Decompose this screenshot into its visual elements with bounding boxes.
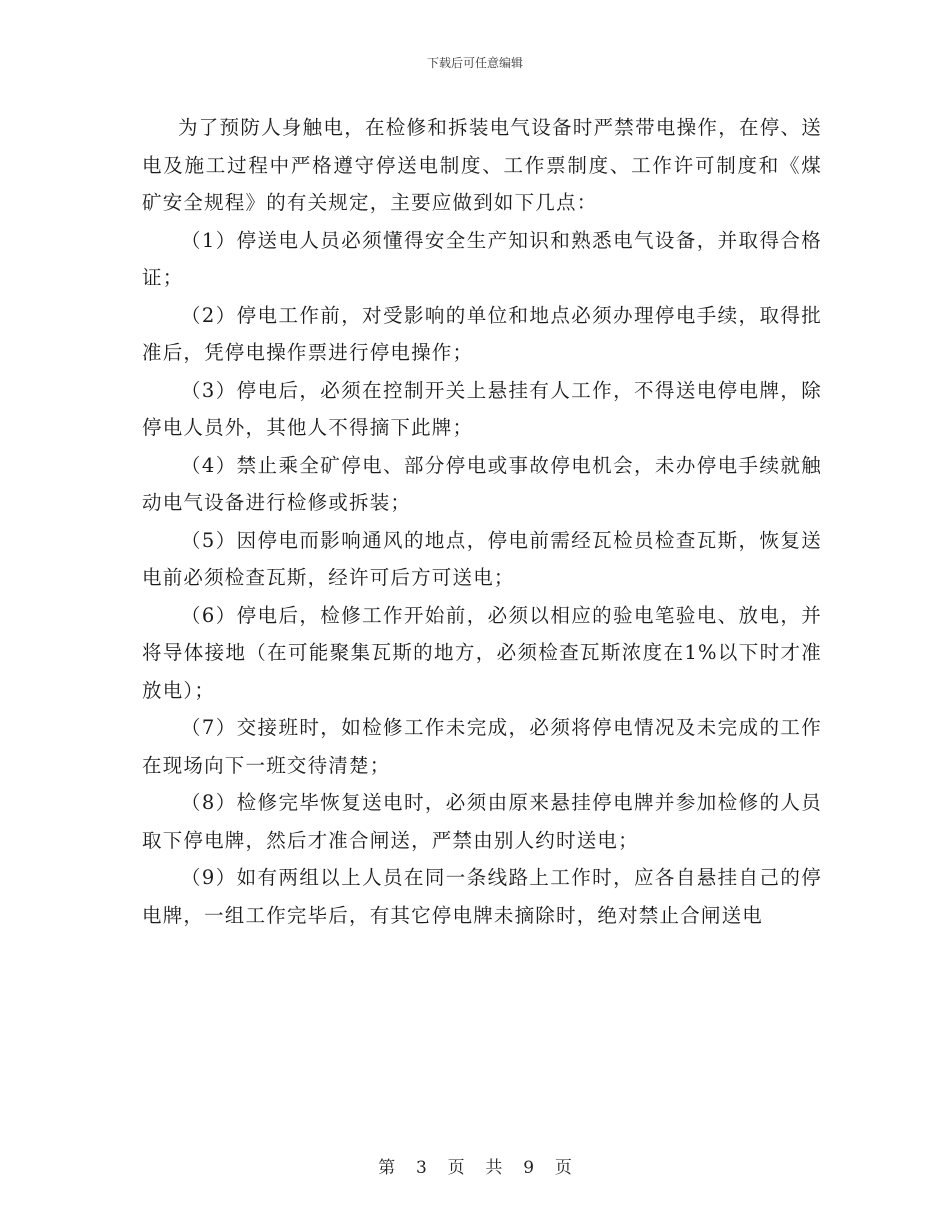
header-text: 下载后可任意编辑	[426, 56, 523, 70]
list-item: （1）停送电人员必须懂得安全生产知识和熟悉电气设备，并取得合格证；	[142, 228, 822, 289]
footer-page-word: 页	[447, 1158, 465, 1178]
intro-paragraph: 为了预防人身触电，在检修和拆装电气设备时严禁带电操作，在停、送电及施工过程中严格遵守停送电制度、工作票制度、工作许可制度和《煤矿安全规程》的有关规定，主要应做到如下几点：	[142, 116, 822, 214]
list-item: （9）如有两组以上人员在同一条线路上工作时，应各自悬挂自己的停电牌，一组工作完毕后，有其它停电牌未摘除时，绝对禁止合闸送电	[142, 866, 822, 927]
list-item: （6）停电后，检修工作开始前，必须以相应的验电笔验电、放电，并将导体接地（在可能聚集瓦斯的地方，必须检查瓦斯浓度在1%以下时才准放电）；	[142, 603, 822, 702]
footer-suffix: 页	[554, 1158, 572, 1178]
footer-total-pages: 9	[523, 1158, 535, 1178]
footer-total-word: 共	[485, 1158, 503, 1178]
list-item: （7）交接班时，如检修工作未完成，必须将停电情况及未完成的工作在现场向下一班交待清楚；	[142, 716, 822, 777]
document-body	[142, 109, 822, 934]
footer-prefix: 第	[378, 1158, 396, 1178]
list-item: （3）停电后，必须在控制开关上悬挂有人工作，不得送电停电牌，除停电人员外，其他人不得摘下此牌；	[142, 378, 822, 439]
page-footer	[0, 1153, 950, 1178]
footer-current-page: 3	[415, 1158, 427, 1178]
list-item: （4）禁止乘全矿停电、部分停电或事故停电机会，未办停电手续就触动电气设备进行检修或拆装；	[142, 453, 822, 514]
list-item: （8）检修完毕恢复送电时，必须由原来悬挂停电牌并参加检修的人员取下停电牌，然后才准合闸送，严禁由别人约时送电；	[142, 791, 822, 852]
page-header	[0, 54, 950, 71]
list-item: （2）停电工作前，对受影响的单位和地点必须办理停电手续，取得批准后，凭停电操作票进行停电操作；	[142, 303, 822, 364]
list-item: （5）因停电而影响通风的地点，停电前需经瓦检员检查瓦斯，恢复送电前必须检查瓦斯，经许可后方可送电；	[142, 528, 822, 589]
